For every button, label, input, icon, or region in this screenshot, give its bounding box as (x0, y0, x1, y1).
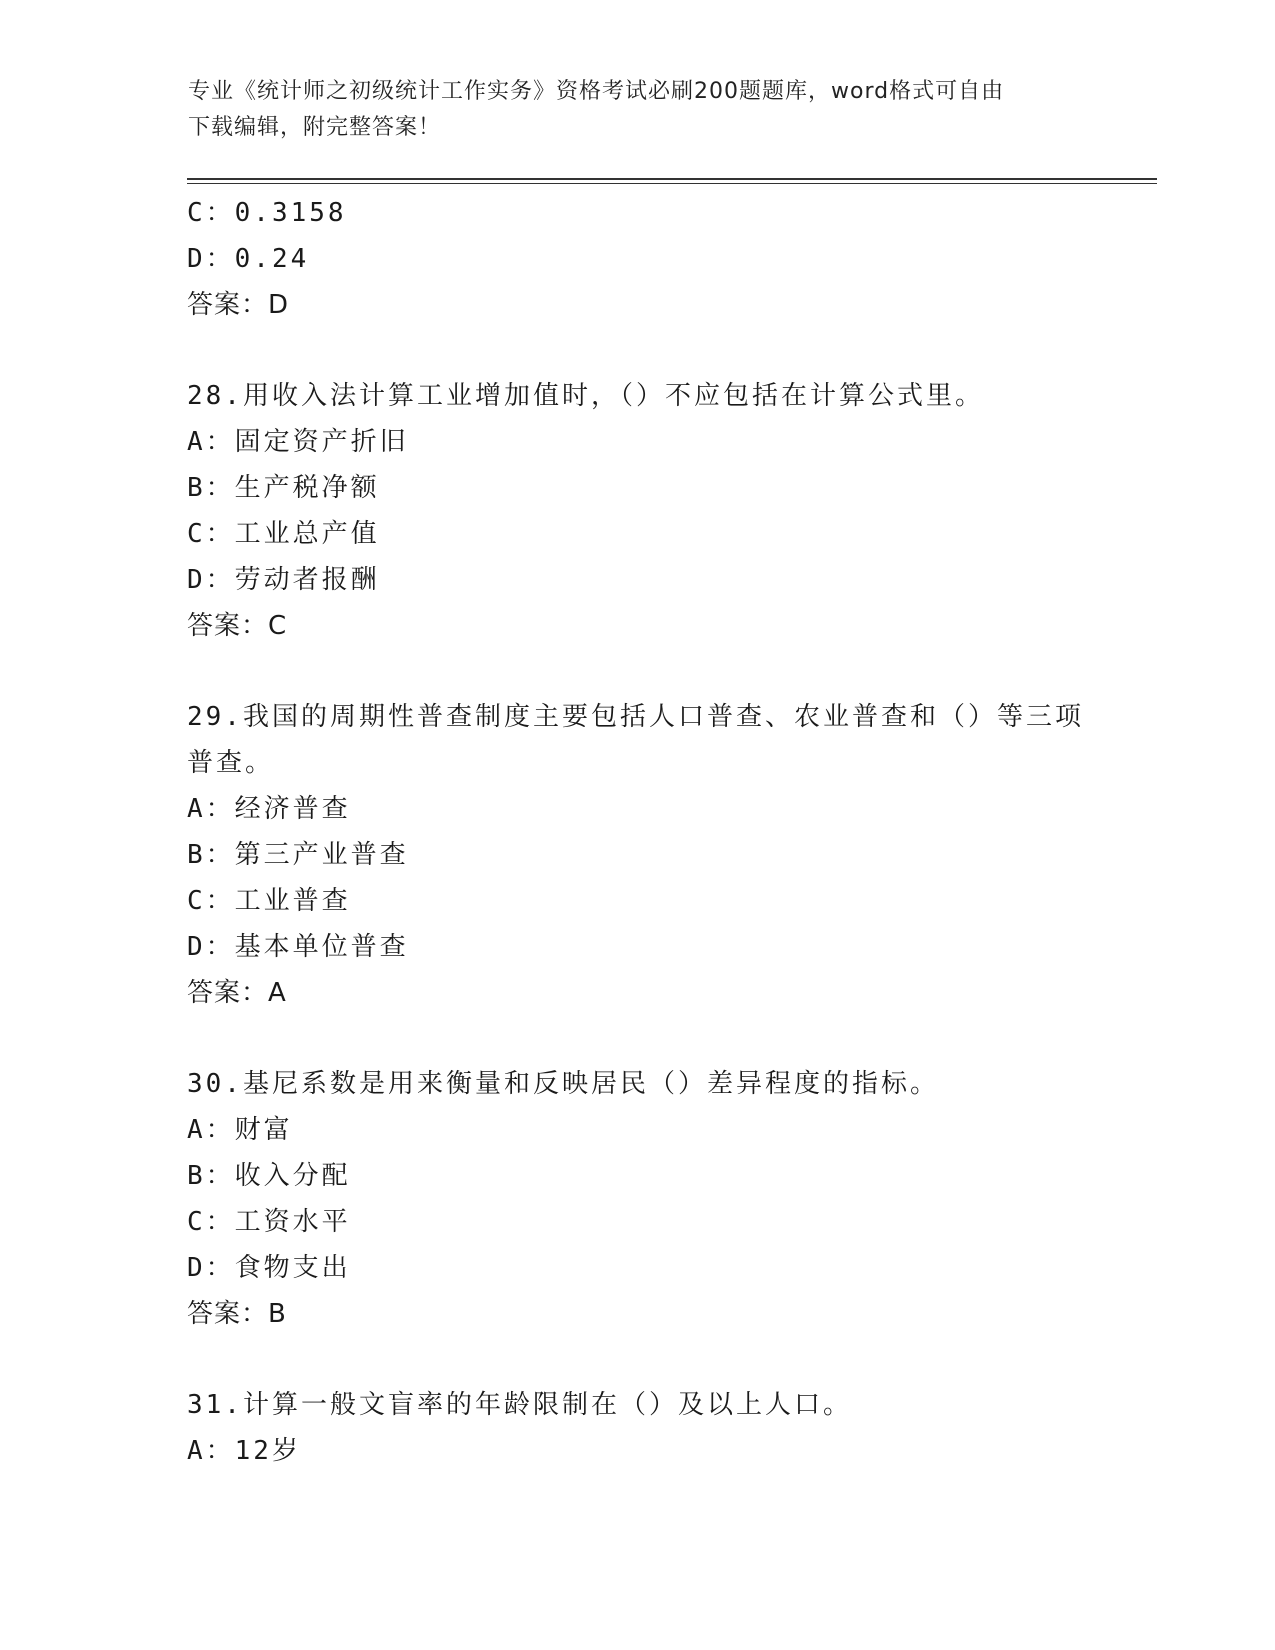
question-list (187, 190, 1147, 1474)
option-d: D：食物支出 (187, 1253, 351, 1283)
option-b: B：第三产业普查 (187, 840, 409, 870)
document-header (188, 74, 1088, 146)
header-title-line-1: 专业《统计师之初级统计工作实务》资格考试必刷200题题库，word格式可自由 (188, 79, 1005, 104)
answer-line: 答案：C (187, 611, 288, 641)
spacer (187, 649, 1147, 694)
option-c: C：工业普查 (187, 886, 351, 916)
question-block-31 (187, 1382, 1147, 1474)
question-block-29 (187, 694, 1147, 1016)
option-d: D：基本单位普查 (187, 932, 409, 962)
answer-line: 答案：D (187, 290, 290, 320)
question-stem: 30.基尼系数是用来衡量和反映居民（）差异程度的指标。 (187, 1069, 939, 1099)
question-stem: 28.用收入法计算工业增加值时，（）不应包括在计算公式里。 (187, 381, 984, 411)
option-a: A：经济普查 (187, 794, 351, 824)
option-b: B：收入分配 (187, 1161, 351, 1191)
question-stem-line-2: 普查。 (187, 748, 275, 778)
spacer (187, 1016, 1147, 1061)
option-a: A：12岁 (187, 1436, 301, 1466)
header-rule-thin (187, 183, 1157, 184)
question-stem-line-1: 29.我国的周期性普查制度主要包括人口普查、农业普查和（）等三项 (187, 702, 1084, 732)
option-c: C：0.3158 (187, 198, 347, 228)
option-c: C：工资水平 (187, 1207, 351, 1237)
spacer (187, 328, 1147, 373)
answer-line: 答案：A (187, 978, 287, 1008)
spacer (187, 1337, 1147, 1382)
question-block-27 (187, 190, 1147, 328)
answer-line: 答案：B (187, 1299, 287, 1329)
header-rule-thick (187, 178, 1157, 180)
option-d: D：0.24 (187, 244, 310, 274)
question-stem: 31.计算一般文盲率的年龄限制在（）及以上人口。 (187, 1390, 852, 1420)
option-a: A：固定资产折旧 (187, 427, 409, 457)
header-title-line-2: 下载编辑，附完整答案！ (188, 115, 442, 140)
question-block-28 (187, 373, 1147, 649)
option-c: C：工业总产值 (187, 519, 380, 549)
question-block-30 (187, 1061, 1147, 1337)
option-a: A：财富 (187, 1115, 293, 1145)
option-d: D：劳动者报酬 (187, 565, 380, 595)
option-b: B：生产税净额 (187, 473, 380, 503)
